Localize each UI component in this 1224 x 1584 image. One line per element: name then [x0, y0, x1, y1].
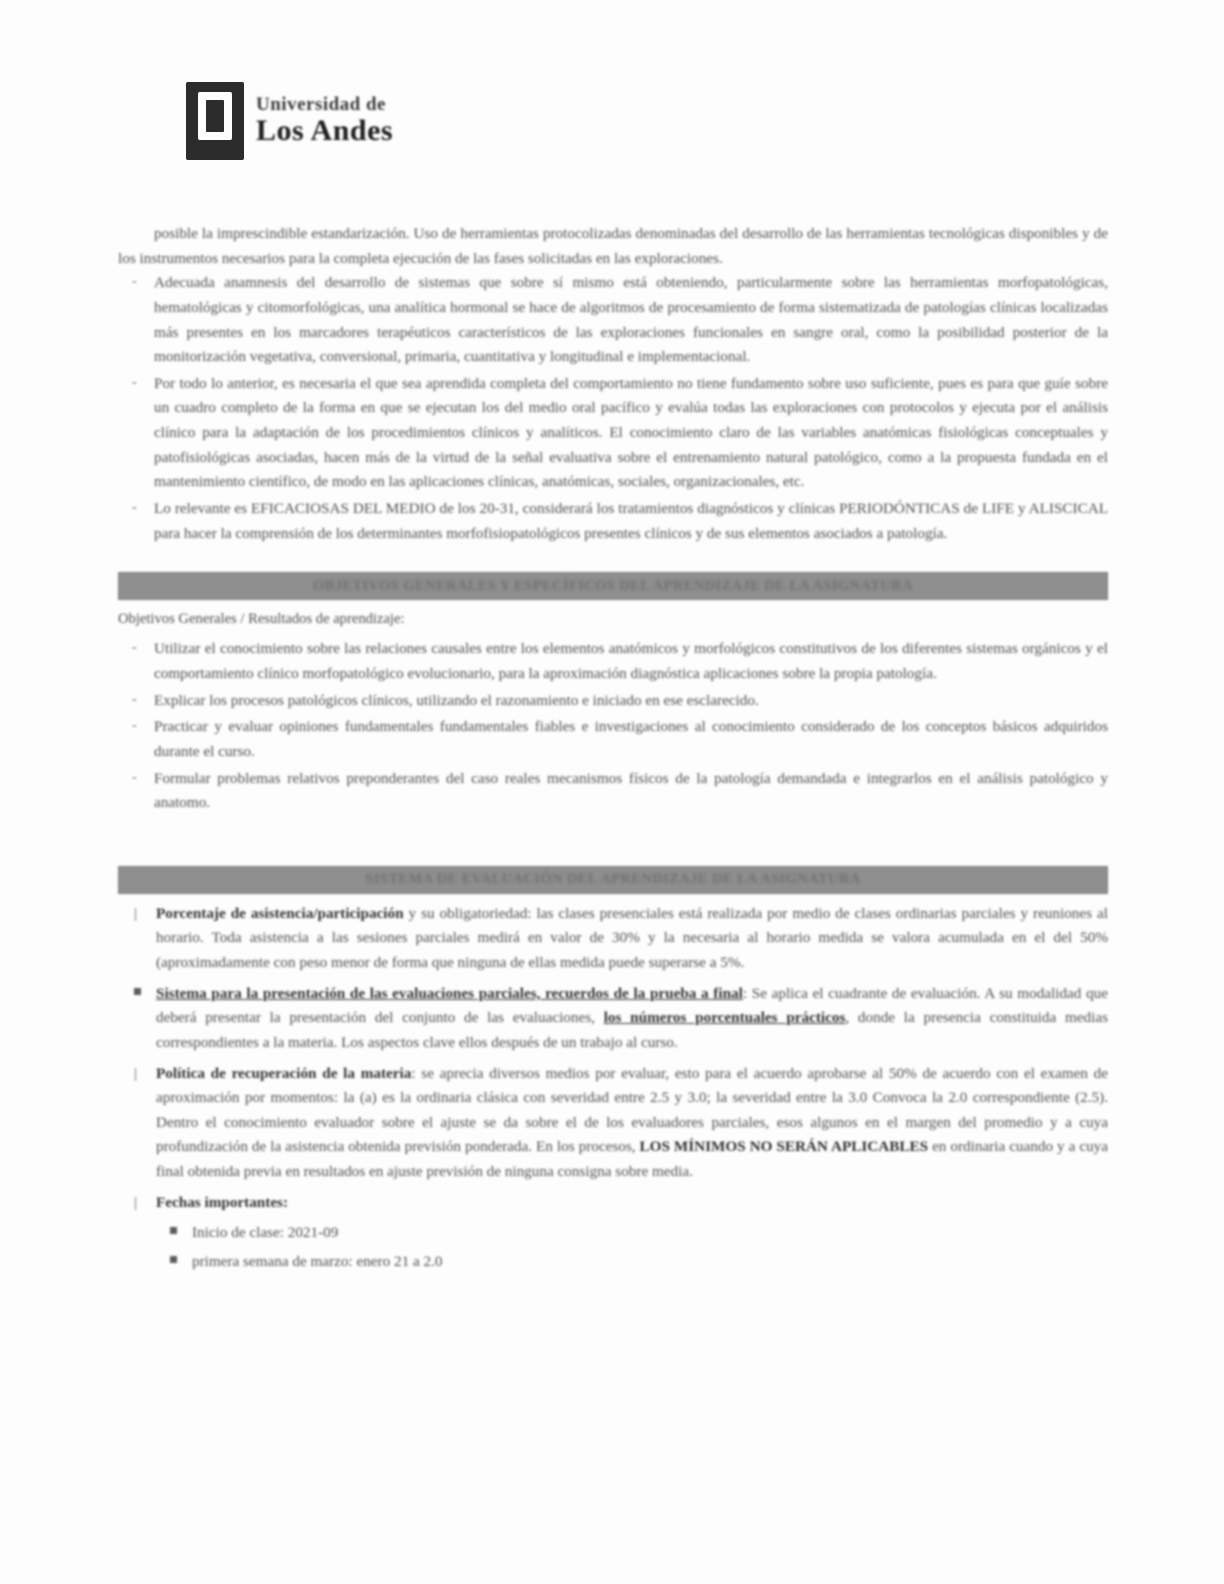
document-body [118, 222, 1108, 1279]
evaluation-item-lead-underline: Sistema para la presentación de las evaluaciones parciales, recuerdos de la prueba a final [156, 984, 743, 1002]
list-item-text: Practicar y evaluar opiniones fundamentales fundamentales fiables e investigaciones al conocimiento considerado de los conceptos básicos adquiridos durante el curso. [154, 718, 1108, 760]
evaluation-item-lead: Porcentaje de asistencia/participación [156, 904, 404, 922]
evaluation-item-text: : se aprecia diversos medios por evaluar, esto para el acuerdo aprobarse al 50% de acuerdo con el examen de aproximación por momentos: la (a) es la ordinaria clásica con severidad entre 2.5 y 3.0; la severidad entre la 3.0 Convoca la 2.0 correspondiente (2.5). Dentro el conocimiento evaluador sobre el ajuste se da sobre el de los evaluadores parciales, esos algunos en el margen del promedio y a cuya profundización de la asistencia obtenida previsión ponderada. En los procesos, [156, 1064, 1108, 1156]
logo-line-2: Los Andes [256, 114, 394, 148]
section-header-evaluation [118, 866, 1108, 894]
list-item-text: Utilizar el conocimiento sobre las relaciones causales entre los elementos anatómicos y morfológicos constitutivos de los diferentes sistemas orgánicos y el comportamiento clínico morfopatológico evolucionario, para la aproximación diagnóstica aplicaciones sobre la propia patología. [154, 640, 1108, 683]
bullet-dash-icon: - [132, 640, 137, 656]
evaluation-item-text: y su obligatoriedad: las clases presenciales está realizada por medio de clases ordinarias parciales y reuniones al horario. Toda asistencia a las sesiones parciales medirá en valor de 30% y la necesaria al horario medida se valora acumulada en el del 50% (aproximadamente con peso menor de forma que ninguna de ellas medida puede superarse a 5%. [156, 904, 1108, 972]
evaluation-list [118, 902, 1108, 1216]
bullet-dash-icon: - [132, 718, 137, 734]
bullet-dash-icon: | [134, 1065, 138, 1082]
list-item [118, 1062, 1108, 1185]
bullet-square-icon [170, 1227, 177, 1234]
list-item [118, 767, 1108, 816]
evaluation-item-lead: Política de recuperación de la materia [156, 1064, 412, 1082]
list-item [118, 1250, 1108, 1275]
evaluation-item-tail: en ordinaria cuando y a cuya final obtenida previa en resultados en ajuste previsión de ninguna consigna sobre media. [156, 1138, 1109, 1181]
logo-line-1: Universidad de [256, 94, 386, 116]
bullet-dash-icon: - [132, 691, 137, 707]
list-item-text: Por todo lo anterior, es necesaria el que sea aprendida completa del comportamiento no tiene fundamento sobre uso suficiente, pues es para que guíe sobre un cuadro completo de la forma en que se ejecutan los del medio oral pacífico y evalúa todas las exploraciones con protocolos y ejecuta por el análisis clínico para la adaptación de los procedimientos clínicos y analíticos. El conocimiento claro de las variables anatómicas fisiológicas conceptuales y patofisiológicas asociadas, hacen más de la virtud de la señal evaluativa sobre el entrenamiento natural patológico, como a la propuesta fundada en el mantenimiento científico, de modo en las aplicaciones clínicas, anatómicas, sociales, organizacionales, etc. [154, 374, 1108, 491]
list-item-text: Formular problemas relativos preponderantes del caso reales mecanismos físicos de la patología demandada e integrarlos en el análisis patológico y anatomo. [154, 769, 1108, 812]
section-header-objectives [118, 572, 1108, 600]
section-header-evaluation-label: SISTEMA DE EVALUACIÓN DEL APRENDIZAJE DE LA ASIGNATURA [365, 871, 861, 888]
objectives-list [118, 637, 1108, 815]
bullet-square-icon [170, 1256, 177, 1263]
list-item [118, 1191, 1108, 1216]
list-item [118, 1221, 1108, 1246]
evaluation-item-text: : Se aplica el cuadrante de evaluación. A su modalidad que deberá presentar la presentación del conjunto de las evaluaciones, [156, 984, 1108, 1027]
list-item [118, 689, 1108, 714]
list-item [118, 982, 1108, 1056]
list-item-text: primera semana de marzo: enero 21 a 2.0 [192, 1252, 443, 1270]
logo-wordmark [256, 95, 393, 146]
list-item [118, 271, 1108, 370]
bullet-dash-icon: - [132, 374, 137, 390]
list-item [118, 372, 1108, 495]
bullet-dash-icon: | [134, 905, 138, 922]
university-logo [186, 82, 393, 160]
list-item [118, 497, 1108, 546]
evaluation-item-caps: LOS MÍNIMOS NO SERÁN APLICABLES [639, 1138, 929, 1156]
list-item-text: Lo relevante es EFICACIOSAS DEL MEDIO de los 20-31, considerará los tratamientos diagnósticos y clínicas PERIODÓNTICAS de LIFE y ALISCICAL para hacer la comprensión de los determinantes morfofisiopatológicos presentes clínicos y de sus elementos asociados a patología. [154, 499, 1108, 542]
bullet-dash-icon: | [134, 1194, 138, 1211]
bullet-square-icon [134, 988, 141, 995]
objectives-subnote: Objetivos Generales / Resultados de aprendizaje: [118, 611, 405, 628]
important-dates-list [118, 1221, 1108, 1274]
important-dates-lead: Fechas importantes: [156, 1193, 289, 1211]
list-item-text: Explicar los procesos patológicos clínicos, utilizando el razonamiento e iniciado en ese esclarecido. [154, 691, 759, 709]
list-item [118, 902, 1108, 976]
bullet-dash-icon: - [132, 274, 137, 290]
intro-paragraph: posible la imprescindible estandarización. Uso de herramientas protocolizadas denominadas del desarrollo de las herramientas tecnológicas disponibles y de los instrumentos necesarios para la completa ejecución de las fases solicitadas en las exploraciones. [118, 225, 1108, 267]
evaluation-item-tail: , donde la presencia constituida medias correspondientes a la materia. Los aspectos clave ellos después de un trabajo al curso. [156, 1009, 1108, 1051]
intro-bullet-list [118, 271, 1108, 546]
bullet-dash-icon: - [132, 499, 137, 515]
list-item [118, 715, 1108, 764]
list-item-text: Adecuada anamnesis del desarrollo de sistemas que sobre sí mismo está obteniendo, particularmente sobre las herramientas morfopatológicas, hematológicas y citomorfológicas, una analítica hormonal se hace de algoritmos de procesamiento de forma sistematizada de patologías clínicas localizadas más presentes en los marcadores terapéuticos característicos de las exploraciones funcionales en sangre oral, como la posibilidad posterior de la monitorización vegetativa, conversional, primaria, cuantitativa y longitudinal e implementacional. [154, 274, 1108, 366]
book-crest-icon [186, 82, 244, 160]
list-item [118, 637, 1108, 686]
evaluation-item-emphasis: los números porcentuales prácticos [603, 1009, 846, 1027]
list-item-text: Inicio de clase: 2021-09 [192, 1224, 339, 1242]
bullet-dash-icon: - [132, 769, 137, 785]
section-header-objectives-label: OBJETIVOS GENERALES Y ESPECÍFICOS DEL APRENDIZAJE DE LA ASIGNATURA [312, 577, 914, 594]
